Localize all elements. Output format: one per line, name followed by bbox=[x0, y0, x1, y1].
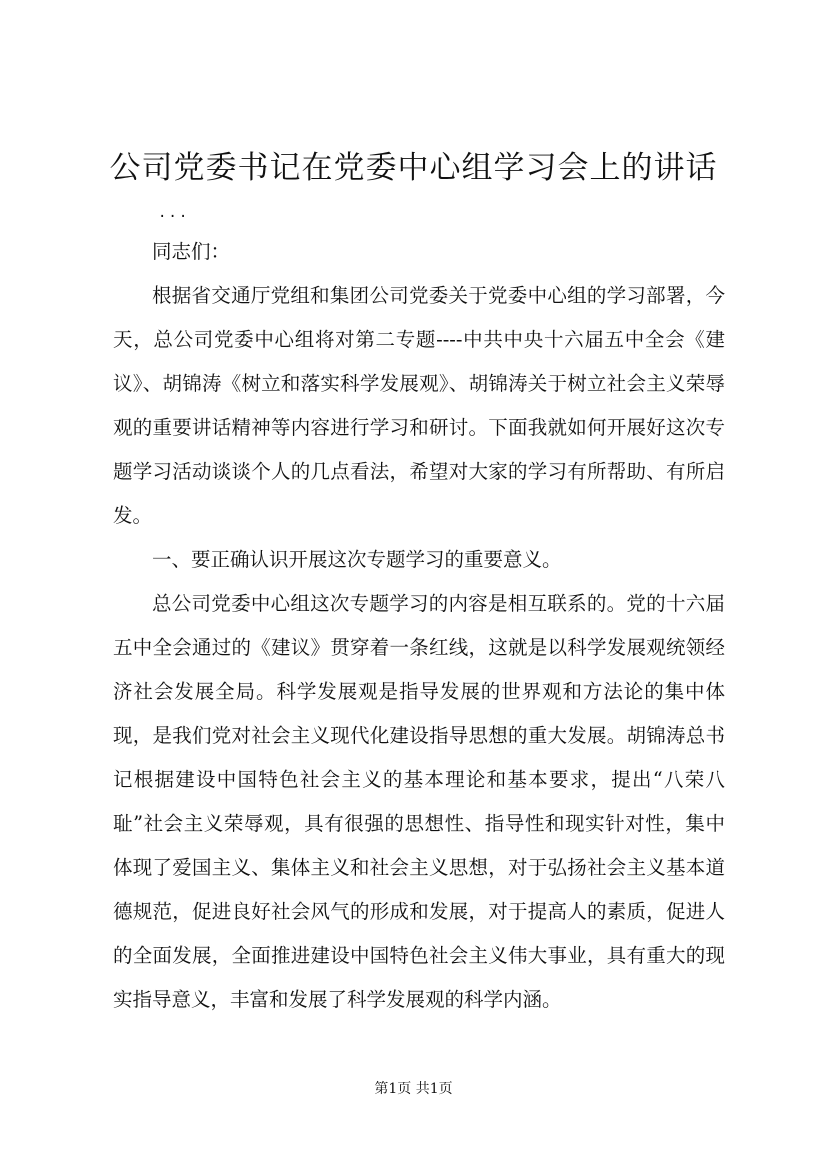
document-body bbox=[113, 230, 725, 1022]
paragraph-intro: 根据省交通厅党组和集团公司党委关于党委中心组的学习部署，今天，总公司党委中心组将对第二专题----中共中央十六届五中全会《建议》、胡锦涛《树立和落实科学发展观》、胡锦涛关于树立社会主义荣辱观的重要讲话精神等内容进行学习和研讨。下面我就如何开展好这次专题学习活动谈谈个人的几点看法，希望对大家的学习有所帮助、有所启发。 bbox=[113, 284, 725, 527]
page-number-footer: 第1页 共1页 bbox=[374, 1081, 453, 1097]
ellipsis-text: ... bbox=[158, 205, 190, 221]
document-title: 公司党委书记在党委中心组学习会上的讲话 bbox=[109, 150, 718, 186]
paragraph-significance: 总公司党委中心组这次专题学习的内容是相互联系的。党的十六届五中全会通过的《建议》贯穿着一条红线，这就是以科学发展观统领经济社会发展全局。科学发展观是指导发展的世界观和方法论的集中体现，是我们党对社会主义现代化建设指导思想的重大发展。胡锦涛总书记根据建设中国特色社会主义的基本理论和基本要求，提出“八荣八耻”社会主义荣辱观，具有很强的思想性、指导性和现实针对性，集中体现了爱国主义、集体主义和社会主义思想，对于弘扬社会主义基本道德规范，促进良好社会风气的形成和发展，对于提高人的素质，促进人的全面发展，全面推进建设中国特色社会主义伟大事业，具有重大的现实指导意义，丰富和发展了科学发展观的科学内涵。 bbox=[113, 592, 725, 1011]
section-heading: 一、要正确认识开展这次专题学习的重要意义。 bbox=[152, 548, 562, 571]
salutation: 同志们： bbox=[152, 240, 231, 263]
